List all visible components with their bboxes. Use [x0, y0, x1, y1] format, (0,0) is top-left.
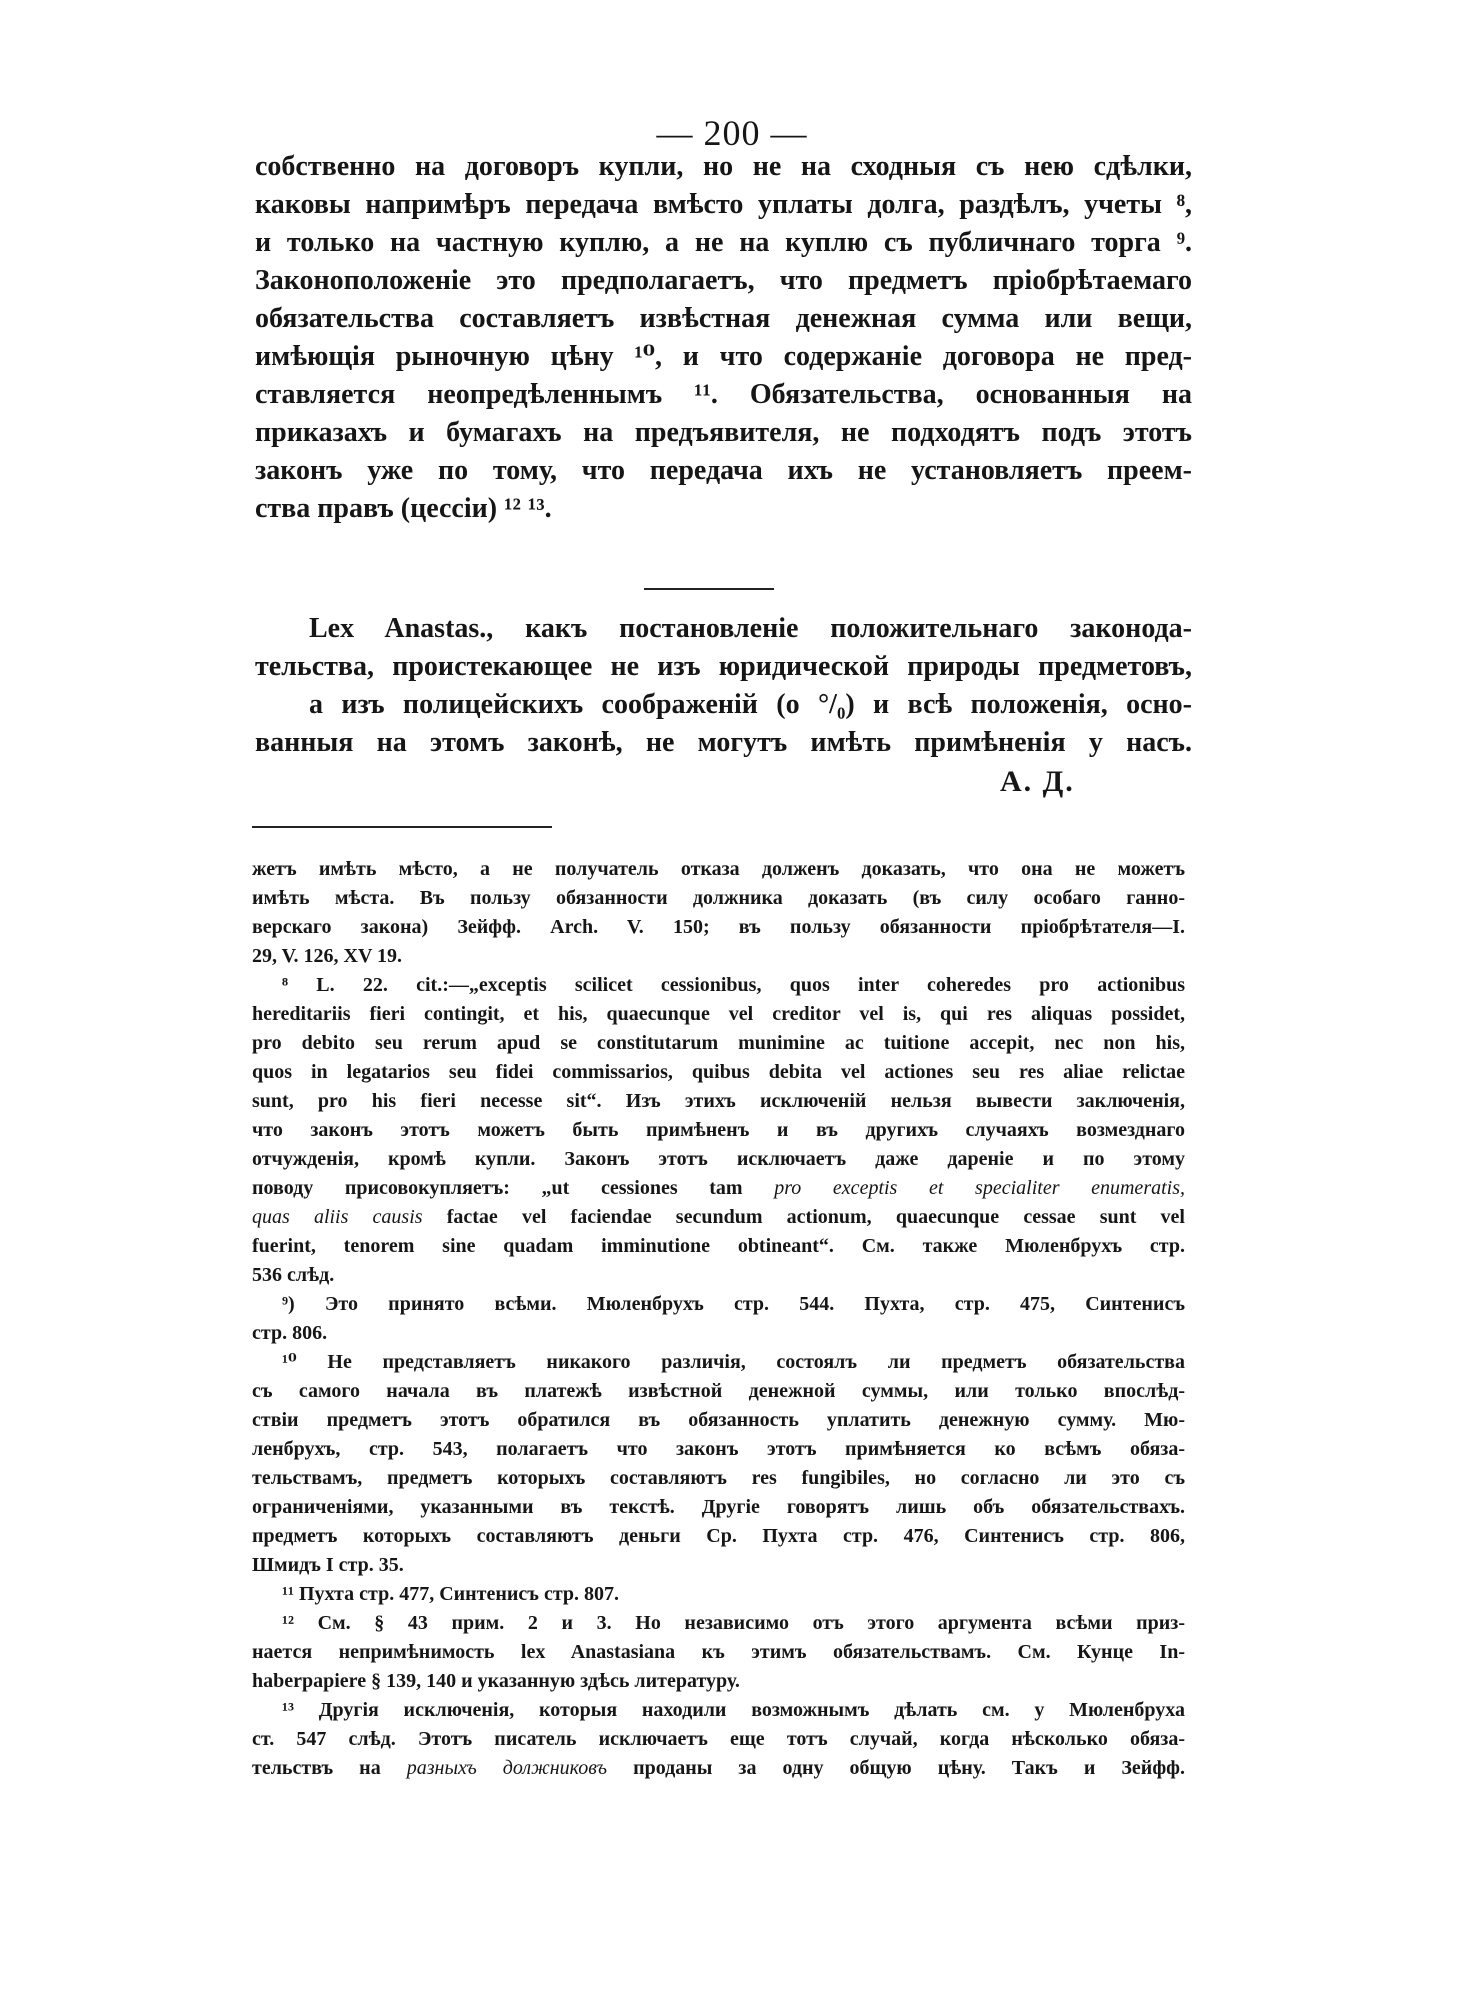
footnote-italic: quas aliis causis — [252, 1206, 423, 1228]
footnote-line: ограниченіями, указанными въ текстѣ. Другіе говорятъ лишь объ обязательствахъ. — [252, 1496, 1185, 1518]
footnote-line: предметъ которыхъ составляютъ деньги Ср. Пухта стр. 476, Синтенисъ стр. 806, — [252, 1525, 1185, 1547]
text-line: и только на частную куплю, а не на куплю съ публичнаго торга ⁹. — [255, 227, 1192, 258]
footnote-line: ⁹) Это принято всѣми. Мюленбрухъ стр. 544. Пухта, стр. 475, Синтенисъ — [282, 1293, 1185, 1315]
footnote-line: верскаго закона) Зейфф. Arch. V. 150; въ пользу обязанности пріобрѣтателя—I. — [252, 916, 1185, 938]
text-line: приказахъ и бумагахъ на предъявителя, не подходятъ подъ этотъ — [255, 417, 1192, 448]
text-line: Законоположеніе это предполагаетъ, что предметъ пріобрѣтаемаго — [255, 265, 1192, 296]
footnote-line: 536 слѣд. — [252, 1264, 335, 1286]
footnote-line: ¹³ Другія исключенія, которыя находили возможнымъ дѣлать см. у Мюленбруха — [282, 1699, 1185, 1721]
footnote-line: Шмидъ I стр. 35. — [252, 1554, 404, 1576]
text-line: а изъ полицейскихъ соображеній (о °/₀) и всѣ положенія, осно- — [309, 689, 1192, 720]
footnote-text: проданы за одну общую цѣну. Такъ и Зейфф. — [607, 1757, 1186, 1779]
footnote-line: имѣть мѣста. Въ пользу обязанности должника доказать (въ силу особаго ганно- — [252, 887, 1185, 909]
text-line: ставляется неопредѣленнымъ ¹¹. Обязательства, основанныя на — [255, 379, 1192, 410]
footnote-line — [252, 1754, 1185, 1783]
footnote-line: ленбрухъ, стр. 543, полагаетъ что законъ этотъ примѣняется ко всѣмъ обяза- — [252, 1438, 1185, 1460]
footnote-line: стр. 806. — [252, 1322, 328, 1344]
footnote-line: ¹⁰ Не представляетъ никакого различія, состоялъ ли предметъ обязательства — [282, 1351, 1185, 1373]
main-paragraph-2 — [255, 610, 1192, 762]
footnote-line: fuerint, tenorem sine quadam imminutione obtineant“. См. также Мюленбрухъ стр. — [252, 1235, 1185, 1257]
footnote-line: жетъ имѣть мѣсто, а не получатель отказа долженъ доказать, что она не можетъ — [252, 858, 1185, 880]
footnote-line: ¹¹ Пухта стр. 477, Синтенисъ стр. 807. — [282, 1583, 620, 1605]
footnote-line: ствіи предметъ этотъ обратился въ обязанность уплатить денежную сумму. Мю- — [252, 1409, 1185, 1431]
text-line: законъ уже по тому, что передача ихъ не установляетъ преем- — [255, 455, 1192, 486]
footnote-line: haberpapiere § 139, 140 и указанную здѣсь литературу. — [252, 1670, 740, 1692]
footnote-line: ст. 547 слѣд. Этотъ писатель исключаетъ еще тотъ случай, когда нѣсколько обяза- — [252, 1728, 1185, 1750]
footnote-line: hereditariis fieri contingit, et his, quaecunque vel creditor vel is, qui res aliquas possidet, — [252, 1003, 1185, 1025]
footnote-separator — [252, 826, 552, 828]
text-line: имѣющія рыночную цѣну ¹⁰, и что содержаніе договора не пред- — [255, 341, 1192, 372]
text-line: тельства, проистекающее не изъ юридической природы предметовъ, — [255, 651, 1192, 682]
footnote-text: тельствъ на — [252, 1757, 407, 1779]
page-number: — 200 — — [656, 113, 808, 153]
text-line: ства правъ (цессіи) ¹² ¹³. — [255, 493, 552, 524]
text-line: каковы напримѣръ передача вмѣсто уплаты долга, раздѣлъ, учеты ⁸, — [255, 189, 1192, 220]
footnote-line: тельствамъ, предметъ которыхъ составляютъ res fungibiles, но согласно ли это съ — [252, 1467, 1185, 1489]
footnote-line: sunt, pro his fieri necesse sit“. Изъ этихъ исключеній нельзя вывести заключенія, — [252, 1090, 1185, 1112]
text-line: обязательства составляетъ извѣстная денежная сумма или вещи, — [255, 303, 1192, 334]
footnote-line: pro debito seu rerum apud se constitutarum munimine ac tuitione accepit, nec non his, — [252, 1032, 1185, 1054]
footnote-line: quos in legatarios seu fidei commissarios, quibus debita vel actiones seu res aliae relictae — [252, 1061, 1185, 1083]
footnote-text: поводу присовокупляетъ: „ut cessiones tam — [252, 1177, 775, 1199]
footnote-italic: pro exceptis et specialiter enumeratis, — [774, 1177, 1185, 1199]
text-line: ванныя на этомъ законѣ, не могутъ имѣть примѣненія у насъ. — [255, 727, 1192, 758]
author-signature: А. Д. — [1000, 765, 1075, 798]
footnote-line — [252, 1174, 1185, 1203]
footnote-italic: разныхъ должниковъ — [406, 1757, 608, 1779]
main-paragraph-1 — [255, 148, 1192, 528]
footnote-line: ¹² См. § 43 прим. 2 и 3. Но независимо отъ этого аргумента всѣми приз- — [282, 1612, 1185, 1634]
footnote-text: factae vel faciendae secundum actionum, quaecunque cessae sunt vel — [422, 1206, 1185, 1228]
footnote-line — [252, 1203, 1185, 1232]
footnote-line: что законъ этотъ можетъ быть примѣненъ и въ другихъ случаяхъ возмезднаго — [252, 1119, 1185, 1141]
text-line: Lex Anastas., какъ постановленіе положительнаго законода- — [309, 613, 1192, 644]
footnote-line: нается непримѣнимость lex Anastasiana къ этимъ обязательствамъ. См. Кунце In- — [252, 1641, 1185, 1663]
section-divider — [644, 588, 774, 590]
footnote-line: съ самого начала въ платежѣ извѣстной денежной суммы, или только впослѣд- — [252, 1380, 1185, 1402]
text-line: собственно на договоръ купли, но не на сходныя съ нею сдѣлки, — [255, 151, 1192, 182]
footnote-line: отчужденія, кромѣ купли. Законъ этотъ исключаетъ даже дареніе и по этому — [252, 1148, 1185, 1170]
footnote-line: 29, V. 126, XV 19. — [252, 945, 403, 967]
footnote-line: ⁸ L. 22. cit.:—„exceptis scilicet cessionibus, quos inter coheredes pro actionibus — [282, 974, 1185, 996]
footnotes — [252, 855, 1185, 1783]
